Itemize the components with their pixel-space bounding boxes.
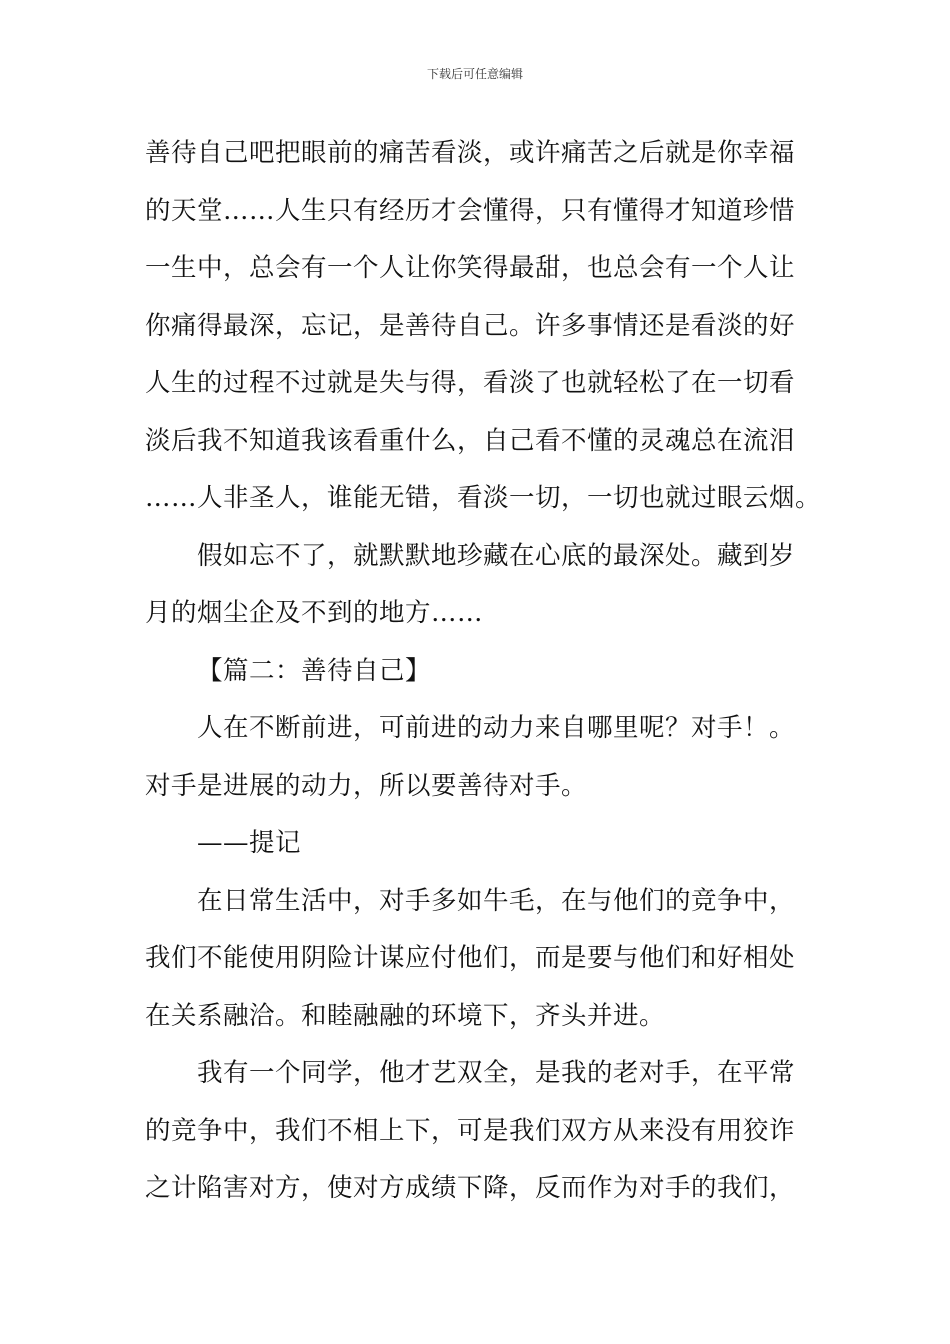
text-line: 在关系融洽。和睦融融的环境下，齐头并进。 (145, 1000, 666, 1031)
text-line: 善待自己吧把眼前的痛苦看淡，或许痛苦之后就是你幸福 (145, 138, 796, 168)
text-line: 的竞争中，我们不相上下，可是我们双方从来没有用狡诈 (145, 1115, 796, 1146)
text-line: 你痛得最深，忘记，是善待自己。许多事情还是看淡的好 (145, 310, 796, 341)
text-line: 人生的过程不过就是失与得，看淡了也就轻松了在一切看 (145, 368, 796, 398)
text-line: 淡后我不知道我该看重什么，自己看不懂的灵魂总在流泪 (145, 425, 796, 456)
document-body (145, 125, 822, 1218)
text-line: 对手是进展的动力，所以要善待对手。 (145, 770, 588, 801)
text-line: 在日常生活中，对手多如牛毛，在与他们的竞争中， (197, 885, 796, 916)
text-line: ……人非圣人，谁能无错，看淡一切，一切也就过眼云烟。 (145, 483, 822, 513)
text-line: 【篇二：善待自己】 (197, 655, 432, 686)
page-header: 下载后可任意编辑 (426, 67, 523, 81)
text-line: 月的烟尘企及不到的地方…… (145, 598, 484, 628)
text-line: 假如忘不了，就默默地珍藏在心底的最深处。藏到岁 (197, 540, 796, 571)
text-line: 我们不能使用阴险计谋应付他们，而是要与他们和好相处 (145, 943, 796, 973)
text-line: 之计陷害对方，使对方成绩下降，反而作为对手的我们， (145, 1173, 796, 1203)
text-line: 一生中，总会有一个人让你笑得最甜，也总会有一个人让 (145, 253, 796, 283)
text-line: 的天堂……人生只有经历才会懂得，只有懂得才知道珍惜 (145, 195, 796, 226)
text-line: 我有一个同学，他才艺双全，是我的老对手，在平常 (197, 1058, 796, 1088)
text-line: ——提记 (197, 828, 302, 858)
text-line: 人在不断前进，可前进的动力来自哪里呢？对手！。 (197, 713, 796, 743)
